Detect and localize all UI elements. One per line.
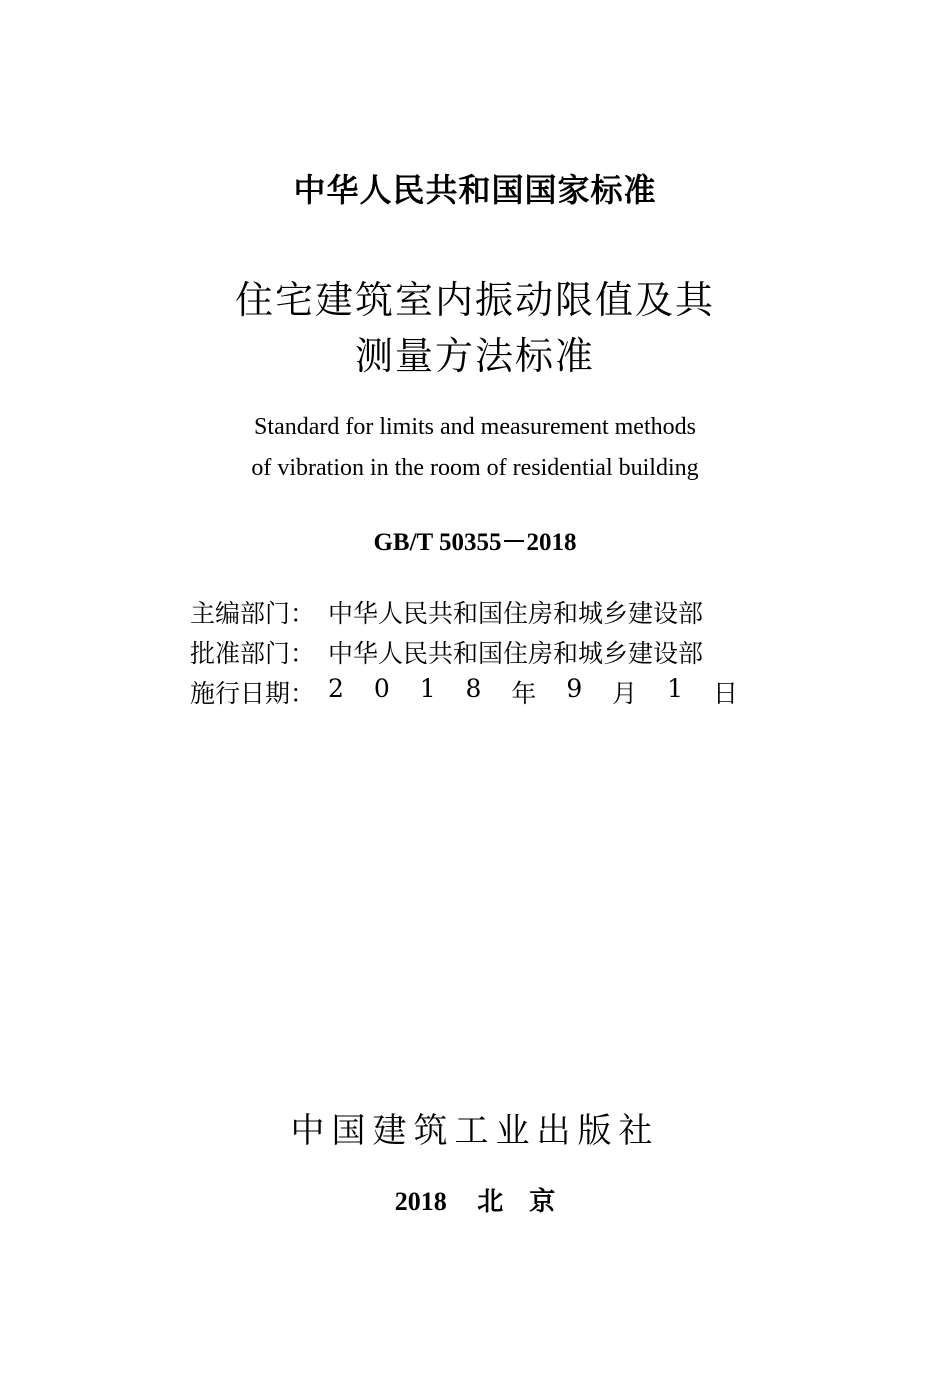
approver-label: 批准部门： (190, 639, 316, 668)
info-row-effective-date (190, 673, 750, 711)
editor-label: 主编部门： (190, 599, 316, 628)
national-standard-header: 中华人民共和国国家标准 (293, 171, 657, 209)
publication-year-place (0, 1184, 950, 1220)
effective-date (328, 674, 738, 710)
date-part: 1 (667, 674, 684, 703)
date-part: 日 (712, 679, 738, 708)
date-label: 施行日期： (190, 679, 316, 708)
title-cn-line-1: 住宅建筑室内振动限值及其 (234, 278, 715, 322)
publisher-name: 中国建筑工业出版社 (290, 1111, 660, 1151)
publication-year: 2018 (394, 1187, 447, 1216)
date-part: 8 (465, 674, 482, 703)
date-part: 1 (419, 674, 436, 703)
title-cn-line-2: 测量方法标准 (354, 334, 595, 378)
date-part: 年 (511, 679, 537, 708)
standard-code: GB/T 50355－2018 (373, 529, 577, 556)
approver-value: 中华人民共和国住房和城乡建设部 (328, 639, 704, 668)
editor-value: 中华人民共和国住房和城乡建设部 (328, 599, 704, 628)
date-part: 2 (328, 674, 344, 703)
title-en-line-2: of vibration in the room of residential building (251, 455, 699, 481)
date-part: 9 (566, 674, 583, 703)
info-row-approver (190, 633, 750, 671)
info-row-editor (190, 593, 750, 631)
publication-place: 北 京 (477, 1187, 556, 1216)
date-part: 月 (612, 679, 638, 708)
date-part: 0 (373, 674, 390, 703)
title-en-line-1: Standard for limits and measurement methods (254, 414, 696, 440)
